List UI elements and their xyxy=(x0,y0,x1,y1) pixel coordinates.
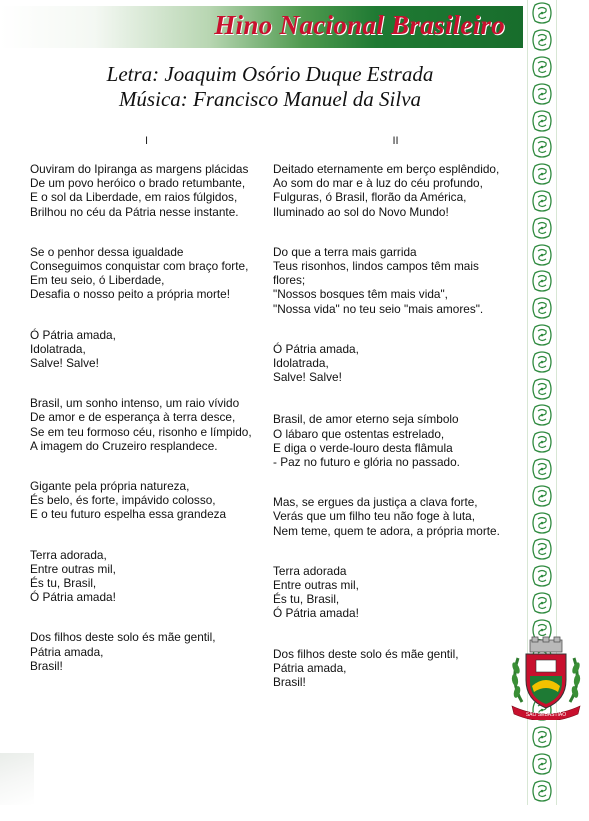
lyric-line: - Paz no futuro e glória no passado. xyxy=(273,455,460,470)
lyric-line: Se em teu formoso céu, risonho e límpido, xyxy=(30,424,252,439)
lyric-line: De um povo heróico o brado retumbante, xyxy=(30,176,246,191)
lyric-line: "Nossa vida" no teu seio "mais amores". xyxy=(273,301,484,316)
lyric-line: Entre outras mil, xyxy=(30,561,116,576)
ornamental-scroll-icon xyxy=(528,27,556,54)
lyric-line: Pátria amada, xyxy=(273,660,347,675)
stanza xyxy=(30,245,268,302)
lyric-line: Gigante pela própria natureza, xyxy=(30,479,190,494)
ornamental-scroll-icon xyxy=(528,80,556,107)
title-banner xyxy=(0,6,523,48)
anthem-column-1 xyxy=(30,134,268,673)
ornamental-scroll-icon xyxy=(528,563,556,590)
lyric-line: Iluminado ao sol do Novo Mundo! xyxy=(273,204,449,219)
lyric-line: flores; xyxy=(273,273,306,288)
ornamental-scroll-icon xyxy=(528,322,556,349)
stanza xyxy=(273,412,518,469)
stanza xyxy=(30,479,268,522)
lyric-line: Pátria amada, xyxy=(30,644,104,659)
lyric-line: Verás que um filho teu não foge à luta, xyxy=(273,509,475,524)
lyric-line: Teus risonhos, lindos campos têm mais xyxy=(273,259,479,274)
section-numeral: I xyxy=(144,135,149,147)
credits-block xyxy=(100,62,440,112)
stanza xyxy=(30,328,268,371)
stanza xyxy=(273,564,518,621)
section-numeral: II xyxy=(392,135,399,147)
lyric-line: A imagem do Cruzeiro resplandece. xyxy=(30,438,218,453)
lyric-line: Idolatrada, xyxy=(30,341,86,356)
ornamental-scroll-icon xyxy=(528,724,556,751)
stanza xyxy=(30,162,268,219)
lyric-line: Dos filhos deste solo és mãe gentil, xyxy=(30,630,216,645)
stanza xyxy=(273,245,518,316)
ornamental-scroll-icon xyxy=(528,482,556,509)
lyric-line: O lábaro que ostentas estrelado, xyxy=(273,426,445,441)
stanza xyxy=(30,396,268,453)
lyric-line: Brasil! xyxy=(30,658,63,673)
lyric-line: Terra adorada xyxy=(273,563,347,578)
stanza xyxy=(30,548,268,605)
ornamental-scroll-icon xyxy=(528,750,556,777)
stanza xyxy=(30,630,268,673)
lyric-line: Conseguimos conquistar com braço forte, xyxy=(30,259,249,274)
ornamental-scroll-icon xyxy=(528,456,556,483)
ornamental-scroll-icon xyxy=(528,777,556,804)
ornamental-scroll-icon xyxy=(528,161,556,188)
ornamental-scroll-icon xyxy=(528,536,556,563)
stanza xyxy=(273,647,518,690)
lyric-line: És tu, Brasil, xyxy=(273,592,340,607)
lyric-line: Ao som do mar e à luz do céu profundo, xyxy=(273,176,483,191)
ornamental-scroll-icon xyxy=(528,241,556,268)
stanza-list xyxy=(273,162,518,689)
ornamental-scroll-icon xyxy=(528,402,556,429)
lyric-line: Idolatrada, xyxy=(273,356,329,371)
ornamental-scroll-icon xyxy=(528,214,556,241)
ornamental-scroll-icon xyxy=(528,348,556,375)
lyric-line: E o teu futuro espelha essa grandeza xyxy=(30,507,227,522)
lyric-line: Nem teme, quem te adora, a própria morte. xyxy=(273,523,500,538)
lyric-line: Salve! Salve! xyxy=(30,356,99,371)
lyric-line: Dos filhos deste solo és mãe gentil, xyxy=(273,646,459,661)
lyric-line: Ó Pátria amada! xyxy=(273,606,359,621)
lyric-line: Deitado eternamente em berço esplêndido, xyxy=(273,162,500,176)
stanza xyxy=(273,162,518,219)
lyric-line: Brasil! xyxy=(273,675,306,690)
music-credit: Música: Francisco Manuel da Silva xyxy=(118,87,422,111)
lyric-line: Ó Pátria amada! xyxy=(30,590,116,605)
ornamental-scroll-icon xyxy=(528,188,556,215)
ornamental-scroll-icon xyxy=(528,0,556,27)
lyric-line: Entre outras mil, xyxy=(273,578,359,593)
lyric-line: Brilhou no céu da Pátria nesse instante. xyxy=(30,204,239,219)
lyric-line: Ó Pátria amada, xyxy=(30,327,116,342)
lyric-line: Fulguras, ó Brasil, florão da América, xyxy=(273,190,467,205)
ornamental-scroll-icon xyxy=(528,509,556,536)
lyric-line: Terra adorada, xyxy=(30,547,107,562)
lyric-line: És tu, Brasil, xyxy=(30,576,97,591)
ornamental-scroll-icon xyxy=(528,268,556,295)
lyric-line: Em teu seio, ó Liberdade, xyxy=(30,273,165,288)
lyric-line: Mas, se ergues da justiça a clava forte, xyxy=(273,495,478,510)
ornamental-scroll-icon xyxy=(528,107,556,134)
ornamental-scroll-icon xyxy=(528,54,556,81)
anthem-column-2 xyxy=(273,134,518,689)
lyric-line: E diga o verde-louro desta flâmula xyxy=(273,440,453,455)
lyric-line: E o sol da Liberdade, em raios fúlgidos, xyxy=(30,190,238,205)
page-corner-shadow xyxy=(0,753,34,805)
stanza-list xyxy=(30,162,268,673)
stanza xyxy=(273,342,518,385)
lyric-line: Ó Pátria amada, xyxy=(273,341,359,356)
lyric-line: Se o penhor dessa igualdade xyxy=(30,244,184,259)
lyric-line: "Nossos bosques têm mais vida", xyxy=(273,287,448,302)
lyric-line: Ouviram do Ipiranga as margens plácidas xyxy=(30,162,249,176)
lyric-line: Salve! Salve! xyxy=(273,370,342,385)
seal-ribbon-text: SÃO SEBASTIÃO xyxy=(525,712,567,718)
lyric-line: Do que a terra mais garrida xyxy=(273,244,417,259)
ornamental-scroll-icon xyxy=(528,295,556,322)
lyric-line: De amor e de esperança à terra desce, xyxy=(30,410,236,425)
lyric-line: Brasil, de amor eterno seja símbolo xyxy=(273,412,459,427)
stanza xyxy=(273,495,518,538)
page-title: Hino Nacional Brasileiro xyxy=(214,10,505,40)
municipal-coat-of-arms-icon xyxy=(508,636,584,720)
ornamental-scroll-icon xyxy=(528,134,556,161)
ornamental-scroll-icon xyxy=(528,375,556,402)
lyric-line: És belo, és forte, impávido colosso, xyxy=(30,493,216,508)
lyric-line: Brasil, um sonho intenso, um raio vívido xyxy=(30,396,240,411)
ornamental-scroll-icon xyxy=(528,429,556,456)
ornamental-scroll-icon xyxy=(528,590,556,617)
lyric-line: Desafia o nosso peito a própria morte! xyxy=(30,287,230,302)
lyrics-credit: Letra: Joaquim Osório Duque Estrada xyxy=(106,62,434,86)
